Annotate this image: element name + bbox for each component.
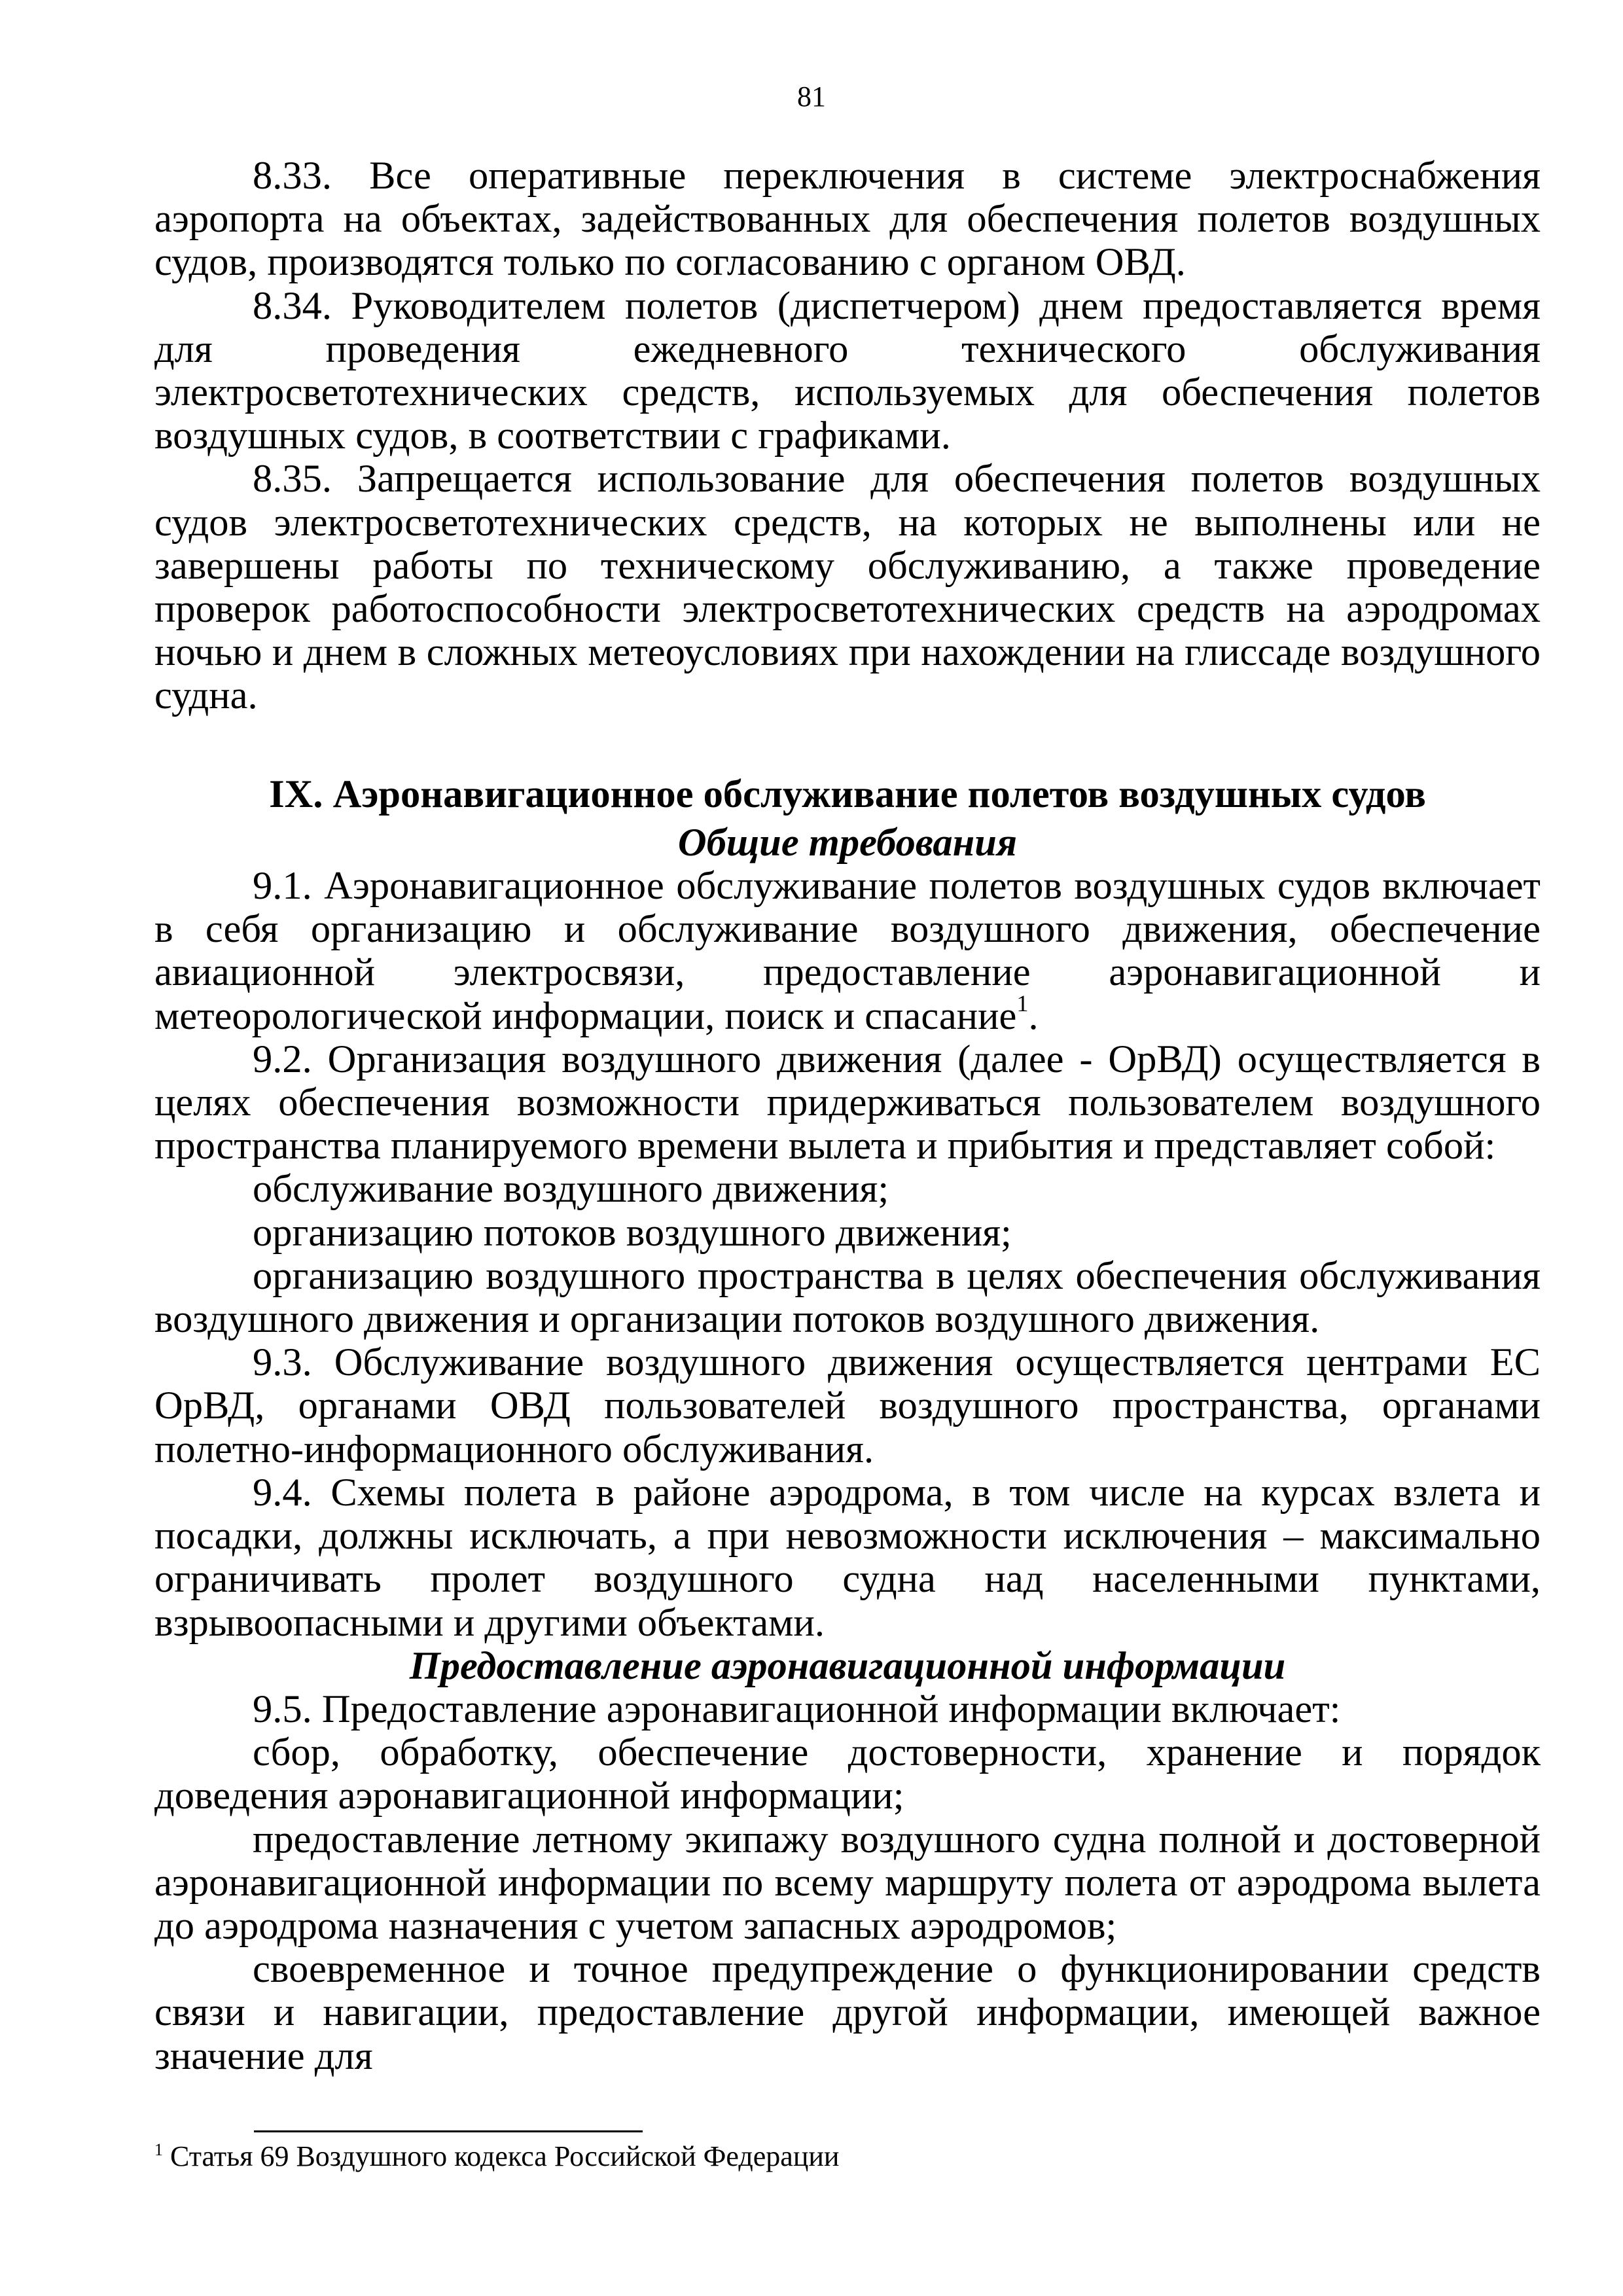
list-item-atc-service: обслуживание воздушного движения; xyxy=(253,1167,889,1211)
paragraph-9-2: 9.2. Организация воздушного движения (далее - ОрВД) осуществляется в целях обеспечения возможности придерживаться пользователем воздушного пространства планируемого времени вылета и прибытия и представляет собой: xyxy=(154,1037,1541,1168)
list-item-airspace-organization: организацию воздушного пространства в целях обеспечения обслуживания воздушного движения и организации потоков воздушного движения. xyxy=(154,1253,1541,1342)
list-item-warning: своевременное и точное предупреждение о функционировании средств связи и навигации, предоставление другой информации, имеющей важное значение для xyxy=(154,1947,1541,2078)
footnote xyxy=(154,2139,1541,2174)
paragraph-9-1 xyxy=(154,865,1541,1038)
footnote-divider xyxy=(254,2130,643,2132)
subheading-aeronautical-information: Предоставление аэронавигационной информации xyxy=(409,1643,1286,1688)
paragraph-9-5: 9.5. Предоставление аэронавигационной информации включает: xyxy=(253,1687,1341,1731)
page-body xyxy=(154,154,1541,2078)
page-number: 81 xyxy=(797,81,826,113)
footnote-mark: 1 xyxy=(154,2140,163,2159)
list-item-traffic-flow: организацию потоков воздушного движения; xyxy=(253,1210,1012,1255)
footnote-reference: 1 xyxy=(1016,990,1029,1016)
paragraph-9-1-text: 9.1. Аэронавигационное обслуживание полетов воздушных судов включает в себя организацию и обслуживание воздушного движения, обеспечение авиационной электросвязи, предоставление аэронавигационной и метеорологической информации, поиск и спасание xyxy=(154,864,1541,1038)
list-item-collection: сбор, обработку, обеспечение достоверности, хранение и порядок доведения аэронавигационной информации; xyxy=(154,1731,1541,1818)
footnote-text: Статья 69 Воздушного кодекса Российской Федерации xyxy=(163,2140,840,2172)
paragraph-9-1-end: . xyxy=(1028,994,1039,1038)
paragraph-9-3: 9.3. Обслуживание воздушного движения осуществляется центрами ЕС ОрВД, органами ОВД пользователей воздушного пространства, органами полетно-информационного обслуживания. xyxy=(154,1340,1541,1471)
paragraph-9-4: 9.4. Схемы полета в районе аэродрома, в том числе на курсах взлета и посадки, должны исключать, а при невозможности исключения – максимально ограничивать пролет воздушного судна над населенными пунктами, взрывоопасными и другими объектами. xyxy=(154,1470,1541,1645)
paragraph-8-34: 8.34. Руководителем полетов (диспетчером) днем предоставляется время для проведения ежедневного технического обслуживания электросветотехнических средств, используемых для обеспечения полетов воздушных судов, в соответствии с графиками. xyxy=(154,283,1541,458)
section-heading: IX. Аэронавигационное обслуживание полетов воздушных судов xyxy=(269,772,1426,816)
list-item-crew-information: предоставление летному экипажу воздушного судна полной и достоверной аэронавигационной информации по всему маршруту полета от аэродрома вылета до аэродрома назначения с учетом запасных аэродромов; xyxy=(154,1817,1541,1948)
subheading-general-requirements: Общие требования xyxy=(677,820,1018,865)
paragraph-8-33: 8.33. Все оперативные переключения в системе электроснабжения аэропорта на объектах, задействованных для обеспечения полетов воздушных судов, производятся только по согласованию с органом ОВД. xyxy=(154,154,1541,285)
paragraph-8-35: 8.35. Запрещается использование для обеспечения полетов воздушных судов электросветотехнических средств, на которых не выполнены или не завершены работы по техническому обслуживанию, а также проведение проверок работоспособности электросветотехнических средств на аэродромах ночью и днем в сложных метеоусловиях при нахождении на глиссаде воздушного судна. xyxy=(154,457,1541,718)
